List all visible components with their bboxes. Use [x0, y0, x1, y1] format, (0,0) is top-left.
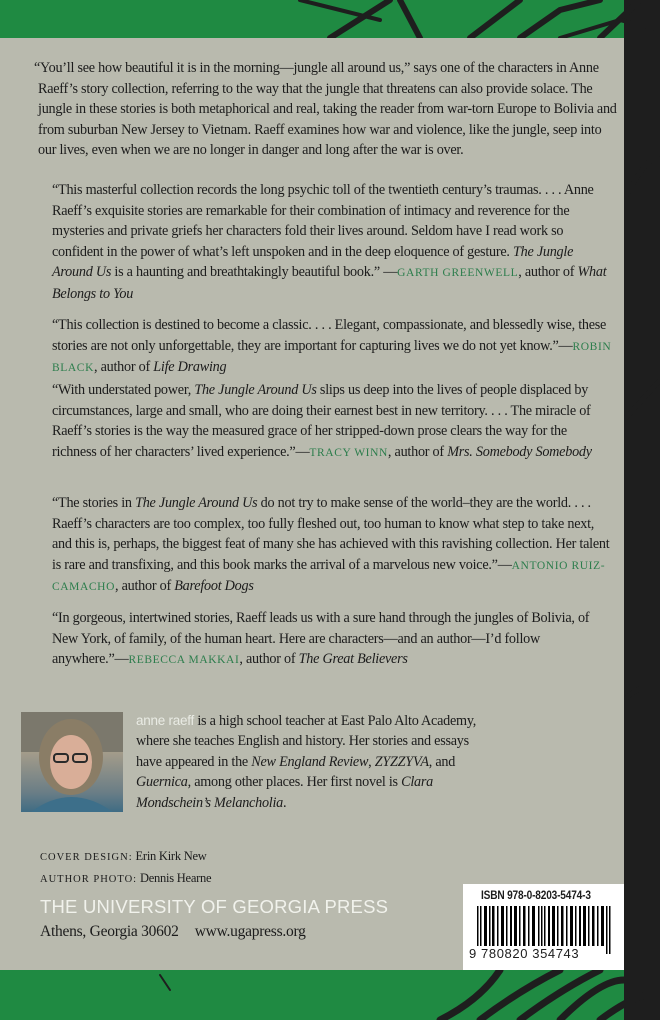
blurb-text: , author of [518, 264, 578, 281]
publisher-address [40, 922, 306, 943]
author-photo [21, 712, 123, 812]
blurb-author: ANTONIO RUIZ-CAMACHO [52, 559, 606, 594]
blurb-winn [52, 380, 612, 463]
bio-text: , and [428, 753, 456, 770]
bio-publication: Guernica [136, 774, 188, 791]
blurb-author: ROBIN BLACK [52, 340, 612, 375]
credit-value: Erin Kirk New [132, 849, 207, 863]
blurb-text: “This collection is destined to become a classic. . . . Elegant, compassionate, and blessedly wise, these stories are not only unforgettable, they are important for capturing lives we do not yet know.”— [52, 317, 607, 354]
bio-novel: Clara Mondschein’s Melancholia [136, 774, 434, 811]
credit-label: AUTHOR PHOTO: [40, 874, 138, 885]
blurb-author: TRACY WINN [309, 446, 388, 459]
publisher-name: THE UNIVERSITY OF GEORGIA PRESS [40, 896, 389, 917]
blurb-book: What Belongs to You [52, 264, 607, 302]
publisher-url: www.ugapress.org [194, 923, 306, 940]
blurb-ruiz-camacho [52, 493, 612, 598]
blurb-title: The Jungle Around Us [194, 382, 317, 398]
credit-value: Dennis Hearne [137, 871, 212, 885]
barcode-number: 9 780820 354743 [469, 946, 580, 961]
blurb-text: , author of [93, 359, 154, 376]
blurb-author: REBECCA MAKKAI [128, 654, 240, 667]
bio-text: , among other places. Her first novel is [187, 774, 402, 791]
bio-text: is a high school teacher at East Palo Alto Academy, where she teaches English and history. Her stories and essays have appeared in the [136, 713, 477, 770]
blurb-book: Life Drawing [153, 359, 227, 376]
blurb-makkai [52, 608, 612, 671]
blurb-title: The Jungle Around Us [52, 243, 574, 281]
blurb-greenwell [52, 180, 612, 305]
blurb-text: , author of [239, 651, 299, 668]
bio-publication: ZYZZYVA [374, 753, 429, 770]
publisher-city: Athens, Georgia 30602 [40, 923, 179, 940]
bio-text: , [368, 753, 375, 770]
blurb-book: Barefoot Dogs [174, 578, 254, 595]
blurb-text: , author of [115, 578, 175, 595]
blurb-text: “The stories in [52, 495, 136, 511]
cover-design-credit [40, 846, 211, 868]
bio-text: . [283, 794, 287, 811]
isbn-barcode [463, 884, 624, 970]
blurb-text: slips us deep into the lives of people displaced by circumstances, large and small, who are doing their earnest best in new territory. . . . The miracle of Raeff’s stories is the way the measured grace of her stripped-down prose clears the way for the richness of her characters’ lived experience.”— [52, 382, 591, 460]
blurb-title: The Jungle Around Us [135, 495, 258, 511]
author-bio [136, 711, 496, 813]
blurb-text: “In gorgeous, intertwined stories, Raeff leads us with a sure hand through the jungles of Bolivia, of New York, of family, of the human heart. Here are characters—and an author—I’d follow anywhere.”— [52, 610, 590, 668]
blurb-text: , author of [387, 443, 448, 460]
blurb-black [52, 315, 612, 379]
isbn-label: ISBN 978-0-8203-5474-3 [481, 890, 591, 902]
blurb-author: GARTH GREENWELL [397, 267, 519, 280]
bio-publication: New England Review [251, 753, 369, 770]
author-name: anne raeff [136, 713, 195, 728]
back-cover-panel [0, 38, 624, 970]
author-photo-credit [40, 868, 211, 890]
blurb-text: “This masterful collection records the long psychic toll of the twentieth century’s traumas. . . . Anne Raeff’s exquisite stories are remarkable for their combination of intimacy and reverence for the mysteries and private griefs her characters fold their lives around. Seldom have I read work so confident in the power of what’s left unspoken and in the deep eloquence of gesture. [52, 182, 594, 260]
blurb-text: “With understated power, [52, 382, 195, 398]
credit-label: COVER DESIGN: [40, 852, 133, 863]
blurb-book: The Great Believers [298, 651, 408, 668]
blurb-book: Mrs. Somebody Somebody [447, 443, 592, 460]
book-description: “You’ll see how beautiful it is in the morning—jungle all around us,” says one of the characters in Anne Raeff’s story collection, referring to the way that the jungle that threatens can also provide solace. The jungle in these stories is both metaphorical and real, taking the reader from war-torn Europe to Bolivia and from suburban New Jersey to Vietnam. Raeff examines how war and violence, like the jungle, seep into our lives, even when we are no longer in danger and long after the war is over. [34, 60, 617, 159]
credits [40, 846, 211, 890]
blurb-text: do not try to make sense of the world–they are the world. . . . Raeff’s characters are too complex, too fully fleshed out, too human to know what step to take next, and this is, perhaps, the biggest feat of many she has achieved with this ravishing collection. Her talent is rare and transfixing, and this book marks the arrival of a marvelous new voice.”— [52, 495, 610, 573]
blurb-text: is a haunting and breathtakingly beautiful book.” — [111, 264, 398, 281]
